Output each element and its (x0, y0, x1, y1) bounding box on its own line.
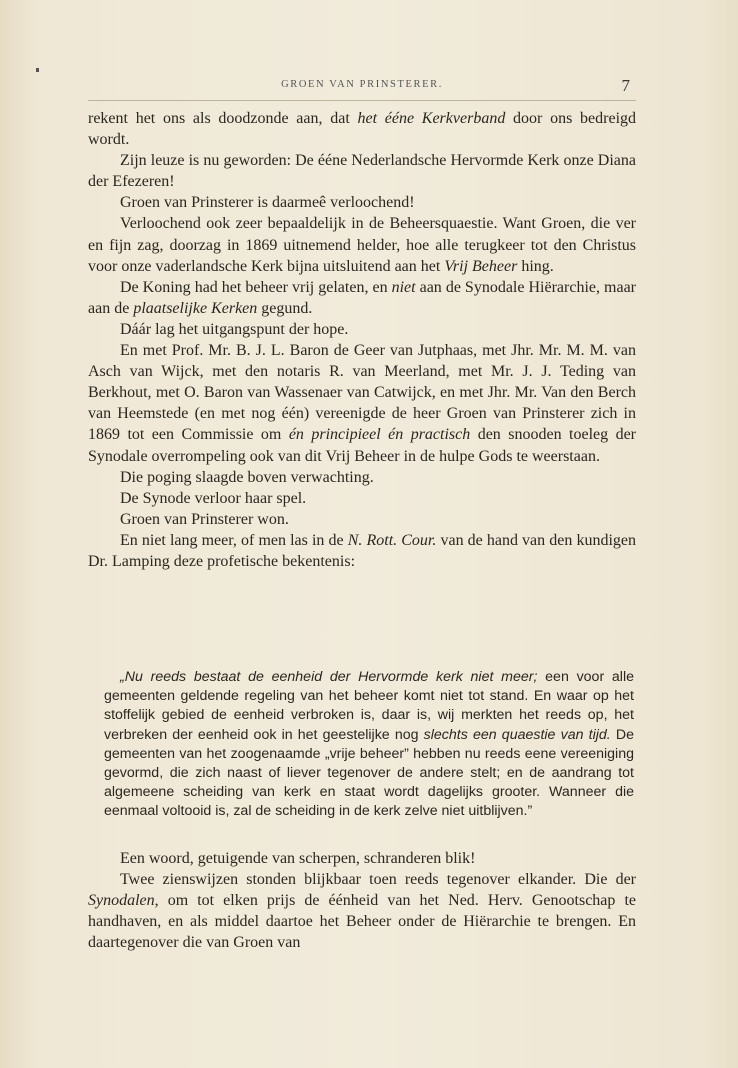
italic-text: niet (391, 278, 416, 296)
text-run: rekent het ons als doodzonde aan, dat (88, 110, 358, 127)
paragraph (88, 277, 636, 319)
text-run: hing. (517, 257, 554, 275)
paragraph (88, 192, 636, 213)
italic-text: N. Rott. Cour. (347, 531, 437, 549)
text-run: aan de Synodale Hiërarchie, maar aan de (88, 278, 636, 317)
italic-text: slechts een quaestie van tijd. (423, 726, 611, 743)
italic-text: „Nu reeds bestaat de eenheid der Hervormde kerk niet meer; (120, 669, 538, 685)
paragraph (88, 530, 636, 572)
scan-speck (36, 68, 39, 72)
paragraph (88, 467, 636, 488)
paragraph (88, 869, 636, 953)
header-rule (88, 100, 636, 101)
text-run: De gemeenten van het zoogenaamde „vrije beheer” hebben nu reeds eene vereeniging gevormd, die zich naast of liever tegenover de andere stelt; en de aandrang tot algemeene scheiding van kerk en staat wordt dagelijks grooter. Wanneer die eenmaal voltooid is, zal de scheiding in de kerk zelve niet uitblijven.” (104, 726, 635, 820)
text-run: Groen van Prinsterer is daarmeê verloochend! (120, 194, 415, 212)
italic-text: Vrij Beheer (444, 257, 518, 275)
text-run: Verloochend ook zeer bepaaldelijk in de Beheersquaestie. Want Groen, die ver en fijn zag, doorzag in 1869 uitnemend helder, hoe alle terugkeer tot den Christus voor onze vaderlandsche Kerk bijna uitsluitend aan het (88, 215, 636, 275)
text-run: Groen van Prinsterer won. (120, 510, 289, 528)
text-run: Dáár lag het uitgangspunt der hope. (120, 320, 349, 338)
body-text (88, 108, 636, 572)
paragraph (88, 319, 636, 340)
italic-text: het ééne Kerkverband (357, 110, 506, 127)
text-run: , om tot elken prijs de éénheid van het Ned. Herv. Genootschap te handhaven, en als middel daartoe het Beheer onder de Hiërarchie te brengen. En daartegenover die van Groen van (88, 892, 636, 952)
quote-paragraph (104, 668, 634, 822)
text-run: Een woord, getuigende van scherpen, schranderen blik! (120, 850, 476, 867)
text-run: De Synode verloor haar spel. (120, 489, 307, 507)
text-run: door ons bedreigd wordt. (88, 110, 637, 149)
text-run: En met Prof. Mr. B. J. L. Baron de Geer van Jutphaas, met Jhr. Mr. M. M. van Asch van Wijck, met den notaris R. van Meerland, met Mr. J. J. Teding van Berkhout, met O. Baron van Wassenaer van Catwijck, en met Jhr. Mr. Van den Berch van Heemstede (en met nog één) vereenigde de heer Groen van Prinsterer zich in 1869 tot een Commissie om (88, 342, 636, 444)
text-run: De Koning had het beheer vrij gelaten, en (120, 278, 392, 296)
paragraph (88, 213, 636, 276)
text-run: Twee zienswijzen stonden blijkbaar toen reeds tegenover elkander. Die der (120, 871, 636, 889)
running-head: GROEN VAN PRINSTERER. (281, 79, 443, 90)
paragraph (88, 488, 636, 509)
italic-text: én principieel én practisch (288, 426, 471, 444)
closing-text (88, 848, 636, 953)
page-header (88, 76, 636, 98)
text-run: Zijn leuze is nu geworden: De ééne Nederlandsche Hervormde Kerk onze Diana der Efezeren! (88, 152, 636, 191)
italic-text: Synodalen (88, 892, 155, 910)
text-run: den snooden toeleg der Synodale overrompeling ook van dit Vrij Beheer in de hulpe Gods te weerstaan. (88, 426, 636, 465)
text-run: Die poging slaagde boven verwachting. (120, 468, 374, 486)
text-run: een voor alle gemeenten geldende regeling van het beheer komt niet tot stand. En waar op het stoffelijk gebied de eenheid verbroken is, daar is, wij merkten het reeds op, het verbreken der eenheid ook in het geestelijke nog (104, 669, 634, 743)
paragraph (88, 509, 636, 530)
text-run: En niet lang meer, of men las in de (120, 531, 348, 549)
text-run: gegund. (257, 299, 313, 317)
paragraph (88, 340, 636, 467)
text-run: van de hand van den kundigen Dr. Lamping deze profetische bekentenis: (88, 531, 637, 570)
paragraph (88, 848, 636, 869)
paragraph (88, 108, 636, 150)
paragraph (88, 150, 636, 192)
page-number: 7 (621, 76, 630, 95)
italic-text: plaatselijke Kerken (133, 299, 258, 317)
block-quote (104, 668, 634, 822)
